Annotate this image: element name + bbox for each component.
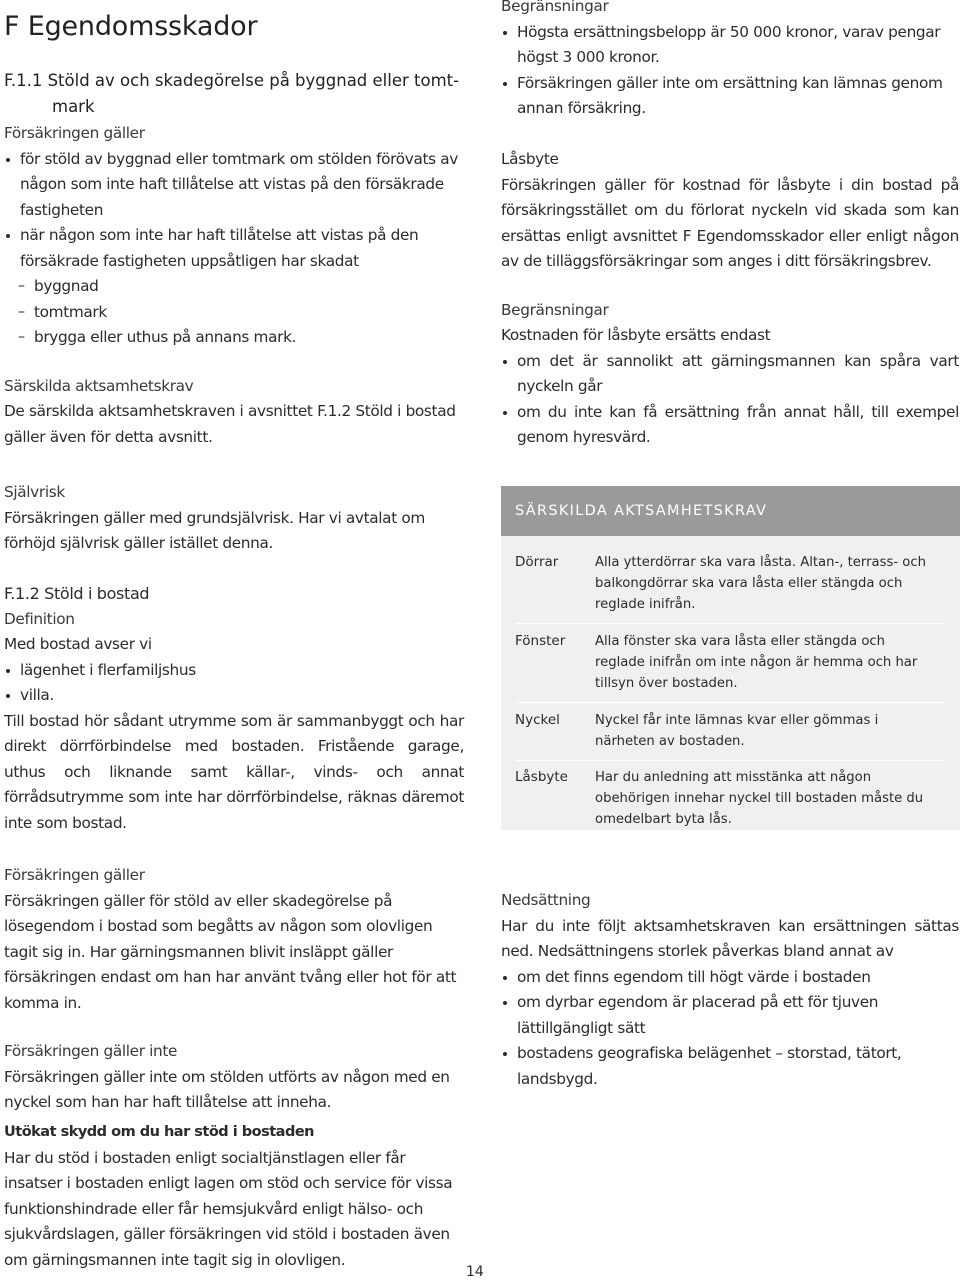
list-item: villa.: [4, 683, 464, 709]
limits-block: [501, 0, 959, 122]
section-f12-applies: [4, 863, 464, 1116]
definition-label: Definition: [4, 609, 75, 628]
reduction-label: Nedsättning: [501, 891, 591, 909]
definition-text: Till bostad hör sådant utrymme som är sammanbyggt och har direkt dörrförbindelse med bostaden. Fristående garage, uthus och liknande samt källar-, vinds- och annat förrådsutrymme som inte har dörrförbindelse, räknas däremot inte som bostad.: [4, 711, 464, 832]
deductible-label: Självrisk: [4, 483, 65, 501]
lock-heading: Låsbyte: [501, 150, 559, 168]
list-item: för stöld av byggnad eller tomtmark om stölden förövats av någon som inte haft tillåtelse att vistas på den försäkrade fastigheten: [4, 147, 464, 224]
lock-change-block: [501, 147, 959, 451]
sub-list-item: [4, 300, 464, 326]
list-item: Högsta ersättningsbelopp är 50 000 kronor, varav pengar högst 3 000 kronor.: [501, 20, 959, 71]
list-item: när någon som inte har haft tillåtelse att vistas på den försäkrade fastigheten uppsåtligen har skadat: [4, 223, 464, 274]
applies-list-f11: [4, 147, 464, 351]
deductible-block: [4, 480, 464, 557]
req-text-lockchange: Har du anledning att misstänka att någon obehörigen innehar nyckel till bostaden måste du omedelbart byta lås.: [595, 770, 924, 827]
applies-label-f11: Försäkringen gäller: [4, 124, 145, 142]
list-item: om det är sannolikt att gärningsmannen kan spåra vart nyckeln går: [501, 349, 959, 400]
req-label-key: Nyckel: [515, 712, 560, 728]
extended-text: Har du stöd i bostaden enligt socialtjänstlagen eller får insatser i bostaden enligt lagen om stöd och service för vissa funktionshindrade eller får hemsjukvård enligt hälso- och sjukvårdslagen, gäller försäkringen vid stöld i bostaden även om gärningsmannen inte tagit sig in olovligen.: [4, 1148, 453, 1269]
lock-limits-label: Begränsningar: [501, 300, 609, 319]
sub-list-item: [4, 274, 464, 300]
applies-label-f12: Försäkringen gäller: [4, 866, 145, 884]
page-title: F Egendomsskador: [4, 11, 258, 42]
divider: [515, 702, 945, 703]
req-label-windows: Fönster: [515, 633, 566, 649]
req-label-doors: Dörrar: [515, 554, 559, 570]
reduction-list: [501, 965, 959, 1093]
page-number: 14: [466, 1264, 484, 1280]
list-item: Försäkringen gäller inte om ersättning kan lämnas genom annan försäkring.: [501, 71, 959, 122]
req-text-windows: Alla fönster ska vara låsta eller stängda och reglade inifrån om inte någon är hemma och har tillsyn över bostaden.: [595, 634, 918, 691]
sub-item-text: byggnad: [34, 277, 99, 295]
limits-list: [501, 20, 959, 122]
req-text-doors: Alla ytterdörrar ska vara låsta. Altan-, terrass- och balkongdörrar ska vara låsta eller stängda och reglade inifrån.: [595, 555, 926, 612]
reduction-intro: Har du inte följt aktsamhetskraven kan ersättningen sättas ned. Nedsättningens storlek påverkas bland annat av: [501, 916, 959, 960]
sub-item-text: brygga eller uthus på annans mark.: [34, 328, 297, 346]
req-text-key: Nyckel får inte lämnas kvar eller gömmas i närheten av bostaden.: [595, 713, 879, 749]
section-heading-f12: F.1.2 Stöld i bostad: [4, 584, 150, 603]
special-text: De särskilda aktsamhetskraven i avsnittet F.1.2 Stöld i bostad gäller även för detta avsnitt.: [4, 402, 456, 446]
section-heading-f11: [4, 68, 474, 120]
section-f11-body: [4, 121, 464, 450]
applies-text-f12: Försäkringen gäller för stöld av eller skadegörelse på lösegendom i bostad som begåtts av någon som olovligen tagit sig in. Har gärningsmannen blivit insläppt gäller försäkringen endast om han har använt tvång eller hot för att komma in.: [4, 891, 457, 1012]
lock-limits-list: [501, 349, 959, 451]
list-item: bostadens geografiska belägenhet – storstad, tätort, landsbygd.: [501, 1041, 959, 1092]
heading-f11-line2: mark: [52, 97, 95, 116]
limits-label: Begränsningar: [501, 0, 609, 15]
extended-protection: [4, 1120, 464, 1273]
sub-list-item: [4, 325, 464, 351]
extended-heading: Utökat skydd om du har stöd i bostaden: [4, 1124, 314, 1140]
not-applies-label: Försäkringen gäller inte: [4, 1042, 178, 1060]
requirements-title: SÄRSKILDA AKTSAMHETSKRAV: [501, 486, 960, 536]
list-item: om dyrbar egendom är placerad på ett för tjuven lättillgängligt sätt: [501, 990, 959, 1041]
list-item: om du inte kan få ersättning från annat håll, till exempel genom hyresvärd.: [501, 400, 959, 451]
divider: [515, 623, 945, 624]
reduction-block: [501, 888, 959, 1092]
not-applies-text: Försäkringen gäller inte om stölden utförts av någon med en nyckel som han har haft tillåtelse att inneha.: [4, 1067, 450, 1111]
divider: [515, 760, 945, 761]
section-f12-definition: [4, 581, 464, 836]
definition-intro: Med bostad avser vi: [4, 635, 152, 653]
heading-f11-line1: F.1.1 Stöld av och skadegörelse på byggnad eller tomt-: [4, 71, 460, 90]
lock-limits-intro: Kostnaden för låsbyte ersätts endast: [501, 326, 771, 344]
deductible-text: Försäkringen gäller med grundsjälvrisk. Har vi avtalat om förhöjd självrisk gäller istället denna.: [4, 508, 425, 552]
requirements-box: [501, 486, 960, 830]
special-label: Särskilda aktsamhetskrav: [4, 376, 194, 395]
definition-list: [4, 658, 464, 709]
sub-item-text: tomtmark: [34, 302, 107, 321]
lock-text: Försäkringen gäller för kostnad för låsbyte i din bostad på försäkringsstället om du förlorat nyckeln vid skada som kan ersättas enligt avsnittet F Egendomsskador eller enligt någon av de tilläggsförsäkringar som anges i ditt försäkringsbrev.: [501, 175, 959, 270]
list-item: om det finns egendom till högt värde i bostaden: [501, 965, 959, 991]
req-label-lockchange: Låsbyte: [515, 769, 568, 785]
list-item: lägenhet i flerfamiljshus: [4, 658, 464, 684]
